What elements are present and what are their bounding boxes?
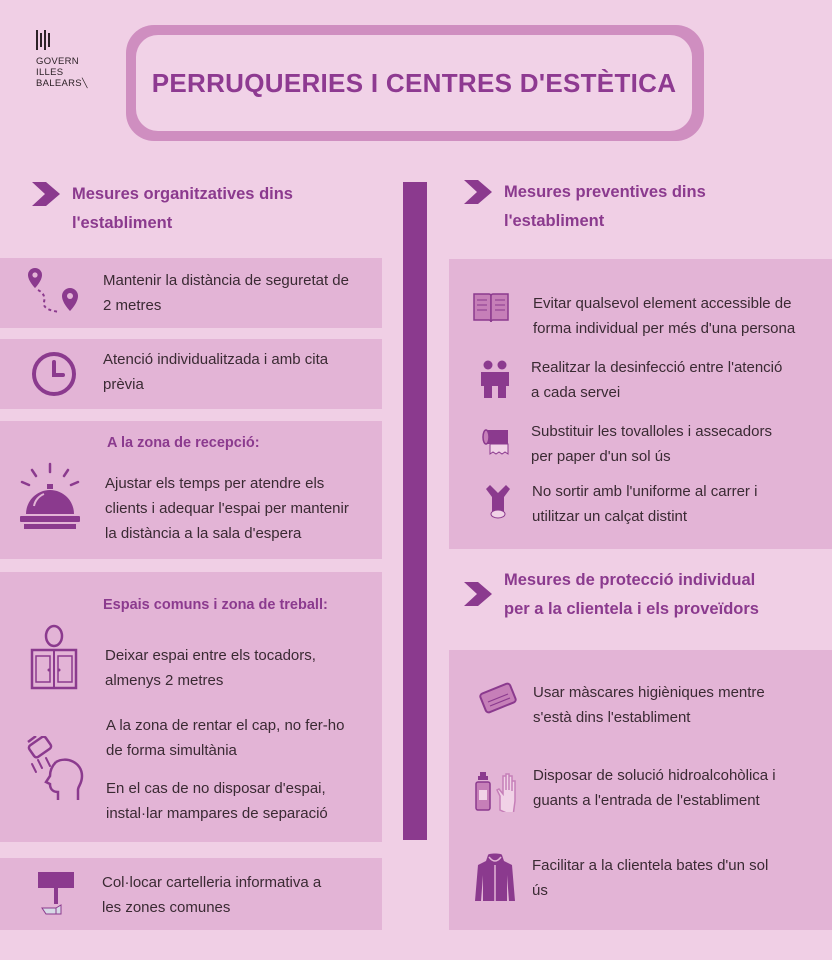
- center-divider: [403, 182, 427, 840]
- protection-text: Usar màscares higièniques mentre s'està dins l'establiment: [533, 684, 765, 726]
- hair-wash-icon: [24, 736, 86, 802]
- logo-line: BALEARS╲: [36, 78, 88, 89]
- clock-icon: [30, 350, 78, 398]
- left-section-heading: [32, 180, 293, 238]
- right-section-heading: [464, 178, 706, 236]
- sign-board-icon: [36, 870, 76, 918]
- measure-text: Mantenir la distància de seguretat de 2 metres: [103, 272, 349, 314]
- chevron-icon: [32, 180, 62, 208]
- paper-roll-icon: [482, 426, 512, 460]
- people-icon: [479, 360, 511, 400]
- reception-text: Ajustar els temps per atendre els clients i adequar l'espai per mantenir la distància a la sala d'espera: [105, 475, 349, 542]
- govern-logo: [36, 30, 106, 89]
- logo-line: GOVERN: [36, 56, 79, 67]
- vanity-mirror-icon: [30, 624, 78, 690]
- common-areas-title: Espais comuns i zona de treball:: [103, 597, 328, 613]
- section-title: Mesures organitzatives dins l'establiment: [72, 185, 293, 232]
- logo-line: ILLES: [36, 67, 64, 78]
- page-title: PERRUQUERIES I CENTRES D'ESTÈTICA: [151, 67, 677, 98]
- chevron-icon: [464, 178, 494, 206]
- reception-bell-icon: [18, 462, 82, 532]
- common-text: A la zona de rentar el cap, no fer-ho de forma simultània: [106, 717, 345, 759]
- measure-text: Atenció individualitzada i amb cita prèvia: [103, 351, 329, 393]
- sanitizer-gloves-icon: [474, 770, 522, 812]
- section-title: Mesures de protecció individual per a la clientela i els proveïdors: [504, 571, 759, 618]
- govern-logo-icon: [36, 30, 50, 50]
- reception-title: A la zona de recepció:: [107, 435, 260, 451]
- mask-icon: [476, 680, 520, 718]
- preventive-text: Substituir les tovalloles i assecadors per paper d'un sol ús: [531, 423, 772, 465]
- preventive-text: Evitar qualsevol element accessible de forma individual per més d'una persona: [533, 295, 796, 337]
- preventive-text: Realitzar la desinfecció entre l'atenció a cada servei: [531, 359, 783, 401]
- route-pin-icon: [26, 266, 82, 320]
- coat-icon: [474, 853, 516, 903]
- protection-text: Facilitar a la clientela bates d'un sol ús: [532, 857, 769, 899]
- right-section-heading-2: [464, 566, 759, 624]
- uniform-icon: [484, 483, 512, 519]
- magazine-icon: [472, 290, 510, 324]
- common-text: Deixar espai entre els tocadors, almenys 2 metres: [105, 647, 316, 689]
- common-text: En el cas de no disposar d'espai, instal·lar mampares de separació: [106, 780, 328, 822]
- logo-text: [36, 56, 106, 89]
- preventive-text: No sortir amb l'uniforme al carrer i utilitzar un calçat distint: [532, 483, 758, 525]
- chevron-icon: [464, 580, 494, 608]
- title-box: [136, 35, 692, 131]
- protection-text: Disposar de solució hidroalcohòlica i guants a l'entrada de l'establiment: [533, 767, 776, 809]
- signage-text: Col·locar cartelleria informativa a les zones comunes: [102, 874, 322, 916]
- section-title: Mesures preventives dins l'establiment: [504, 183, 706, 230]
